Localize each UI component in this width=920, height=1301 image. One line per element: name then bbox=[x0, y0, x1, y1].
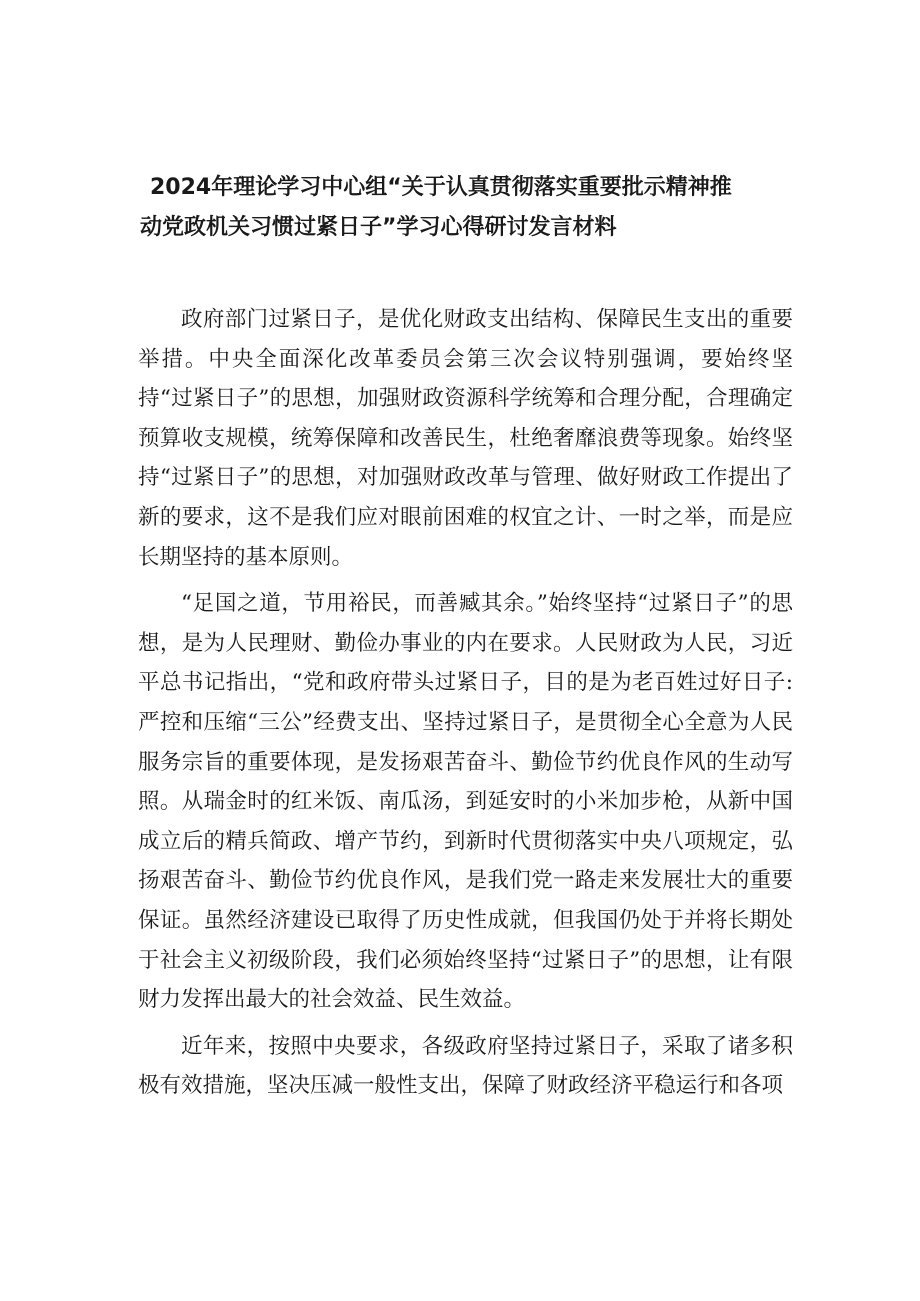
paragraph-1: 政府部门过紧日子，是优化财政支出结构、保障民生支出的重要举措。中央全面深化改革委员会第三次会议特别强调，要始终坚持“过紧日子”的思想，加强财政资源科学统筹和合理分配，合理确定预算收支规模，统筹保障和改善民生，杜绝奢靡浪费等现象。始终坚持“过紧日子”的思想，对加强财政改革与管理、做好财政工作提出了新的要求，这不是我们应对眼前困难的权宜之计、一时之举，而是应长期坚持的基本原则。 bbox=[138, 307, 793, 570]
document-body bbox=[138, 300, 793, 1106]
document-title bbox=[140, 168, 800, 248]
paragraph-2: “足国之道，节用裕民，而善臧其余。”始终坚持“过紧日子”的思想，是为人民理财、勤俭办事业的内在要求。人民财政为人民，习近平总书记指出，“党和政府带头过紧日子，目的是为老百姓过好日子:严控和压缩“三公”经费支出、坚持过紧日子，是贯彻全心全意为人民服务宗旨的重要体现，是发扬艰苦奋斗、勤俭节约优良作风的生动写照。从瑞金时的红米饭、南瓜汤，到延安时的小米加步枪，从新中国成立后的精兵简政、增产节约，到新时代贯彻落实中央八项规定，弘扬艰苦奋斗、勤俭节约优良作风，是我们党一路走来发展壮大的重要保证。虽然经济建设已取得了历史性成就，但我国仍处于并将长期处于社会主义初级阶段，我们必须始终坚持“过紧日子”的思想，让有限财力发挥出最大的社会效益、民生效益。 bbox=[138, 591, 793, 1013]
title-line-2: 动党政机关习惯过紧日子”学习心得研讨发言材料 bbox=[140, 215, 617, 240]
paragraph-3: 近年来，按照中央要求，各级政府坚持过紧日子，采取了诸多积极有效措施，坚决压减一般性支出，保障了财政经济平稳运行和各项 bbox=[138, 1033, 793, 1099]
title-line-1: 2024年理论学习中心组“关于认真贯彻落实重要批示精神推 bbox=[150, 175, 732, 200]
